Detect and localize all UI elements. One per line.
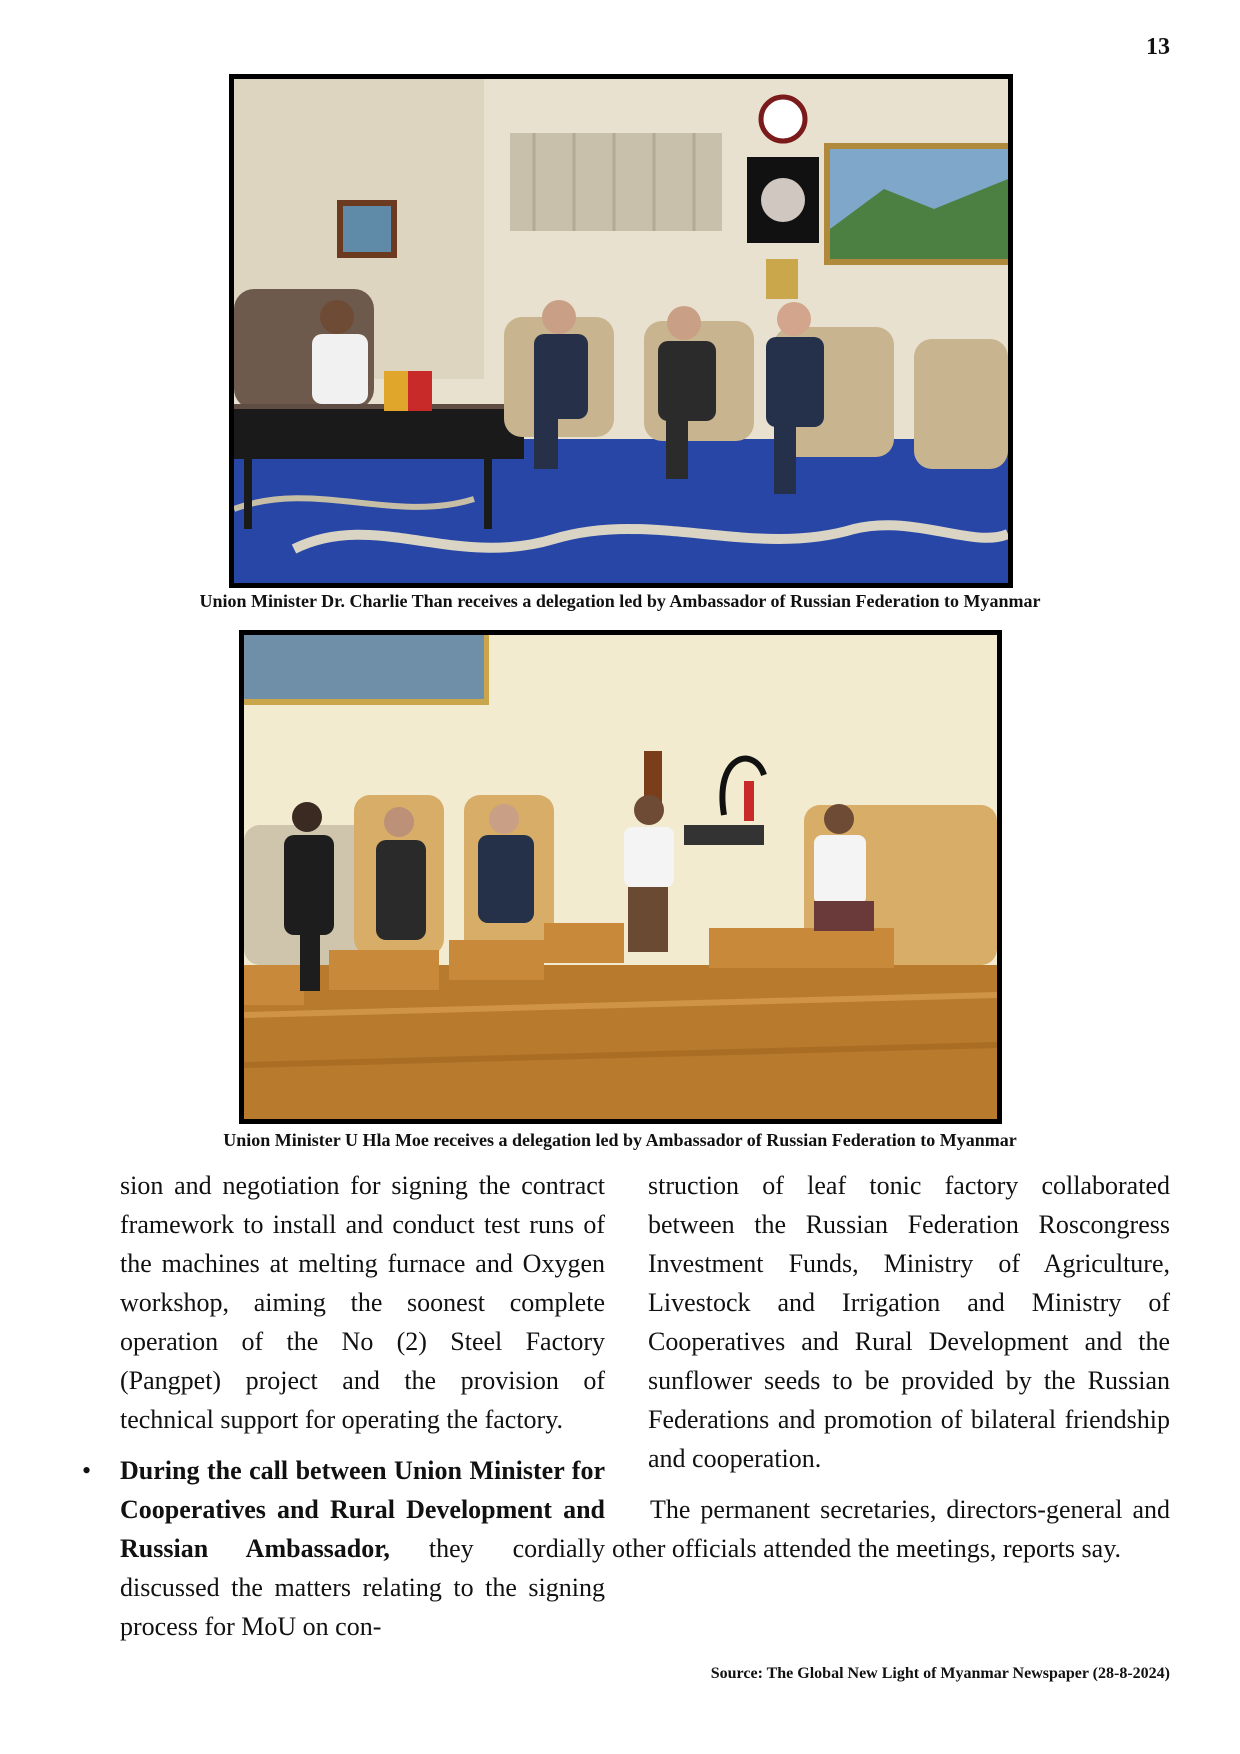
source-credit: Source: The Global New Light of Myanmar Newspaper (28-8-2024) <box>710 1665 1170 1682</box>
bullet-paragraph <box>82 1451 605 1646</box>
paragraph: sion and negotiation for signing the contract framework to install and conduct test runs of the machines at melting furnace and Oxygen workshop, aiming the soonest complete operation of the No (2) Steel Factory (Pangpet) project and the provision of technical support for operating the factory. <box>120 1171 605 1434</box>
meeting-photo-2 <box>239 630 1002 1124</box>
paragraph: The permanent secretaries, directors-general and other officials attended the meetings, reports say. <box>612 1495 1170 1563</box>
article-column-right <box>612 1166 1170 1580</box>
article-column-left <box>82 1166 605 1658</box>
meeting-photo-1 <box>229 74 1013 588</box>
bullet-icon: • <box>82 1456 92 1485</box>
page-number: 13 <box>1146 34 1170 60</box>
photo-caption-2: Union Minister U Hla Moe receives a delegation led by Ambassador of Russian Federation to Myanmar <box>223 1130 1017 1150</box>
bullet-lead: During the call between Union Minister for Cooperatives and Rural Development and Russian Ambassador, <box>120 1456 605 1563</box>
paragraph: struction of leaf tonic factory collaborated between the Russian Federation Roscongress Investment Funds, Ministry of Agriculture, Livestock and Irrigation and Ministry of Cooperatives and Rural Development and the sunflower seeds to be provided by the Russian Federations and promotion of bilateral friendship and cooperation. <box>648 1171 1170 1473</box>
photo-caption-1: Union Minister Dr. Charlie Than receives a delegation led by Ambassador of Russian Federation to Myanmar <box>199 591 1041 611</box>
bullet-text: they cordially discussed the matters relating to the signing process for MoU on con- <box>120 1534 605 1641</box>
